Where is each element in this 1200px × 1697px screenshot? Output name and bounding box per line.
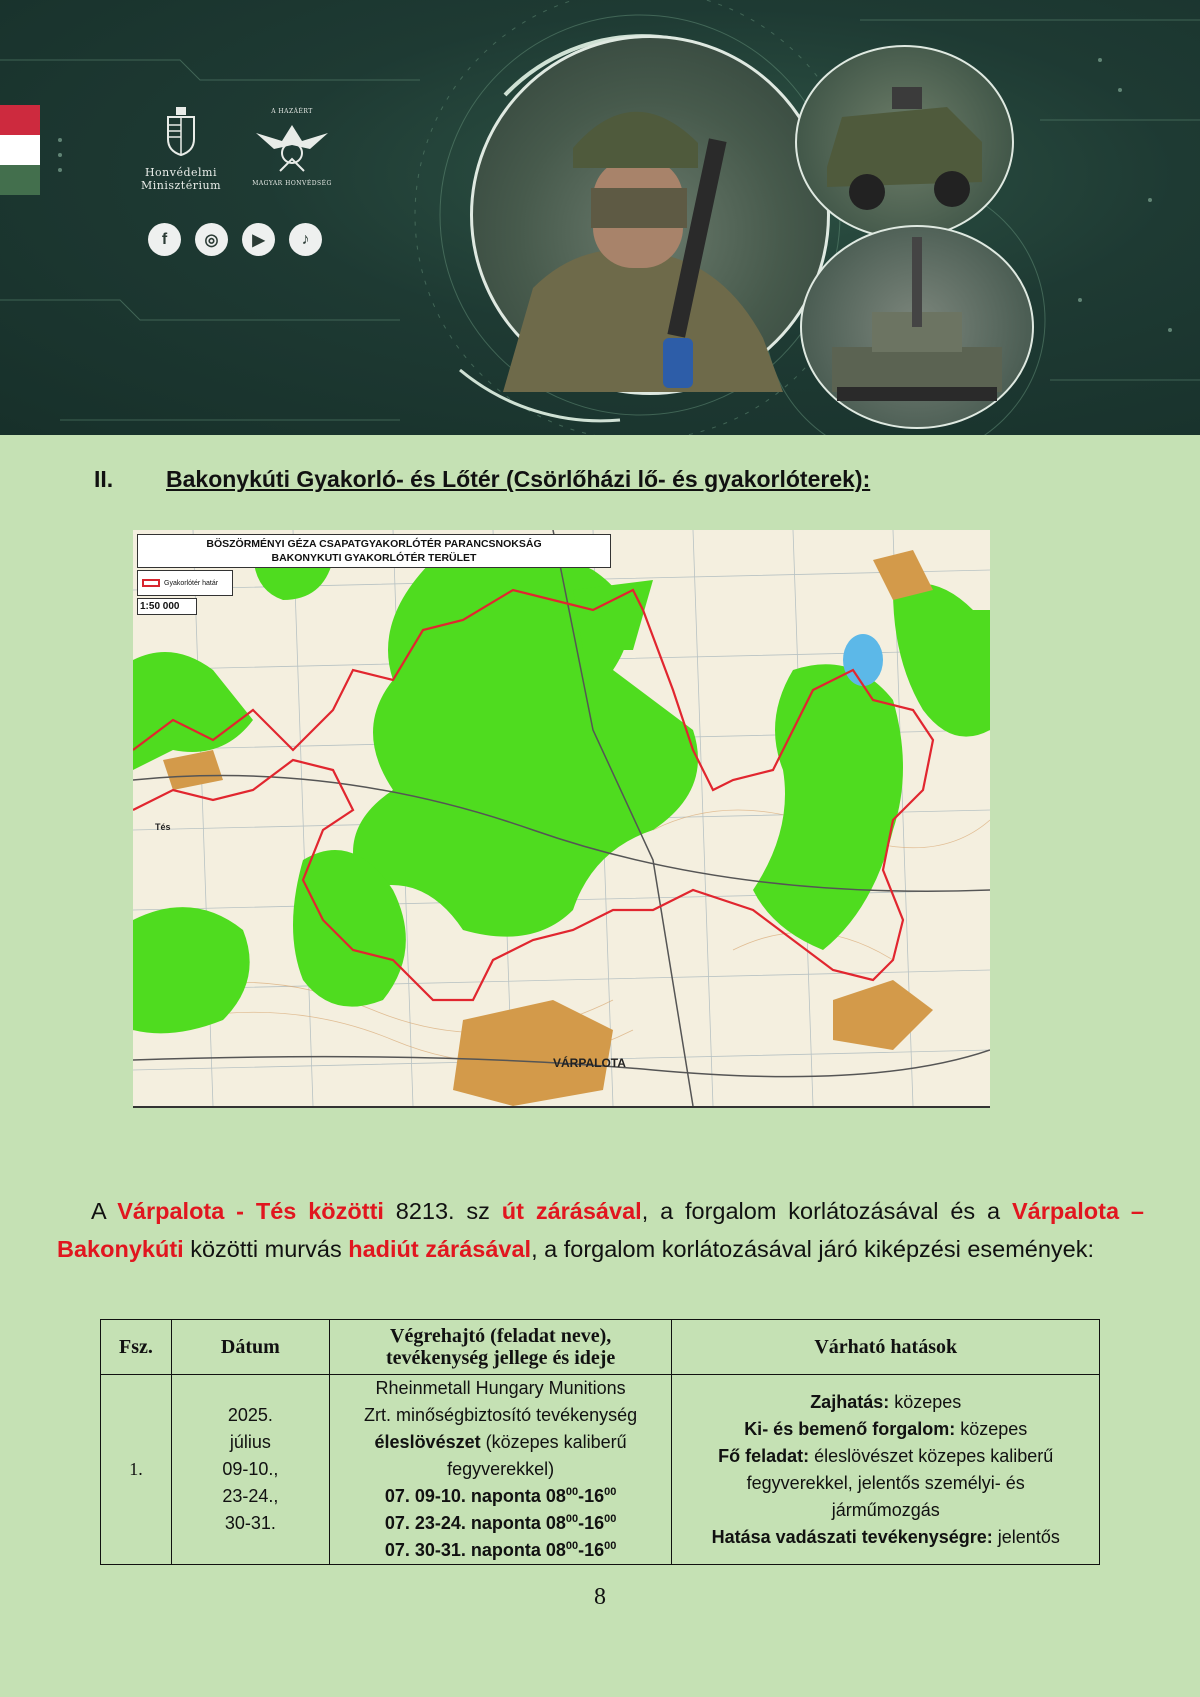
effect-noise: Zajhatás: közepes bbox=[810, 1391, 962, 1412]
section-title: Bakonykúti Gyakorló- és Lőtér (Csörlőházi lő- és gyakorlóterek): bbox=[166, 466, 871, 492]
header-vegrehajto bbox=[329, 1320, 672, 1375]
para-text-3: , a forgalom korlátozásával és a bbox=[641, 1198, 1012, 1224]
header-datum: Dátum bbox=[171, 1320, 329, 1375]
date-line: 2025. bbox=[227, 1405, 273, 1425]
row-executor bbox=[329, 1375, 672, 1565]
exec-activity-detail: (közepes kaliberű bbox=[480, 1432, 627, 1452]
coat-of-arms-icon bbox=[164, 105, 198, 157]
map-graphic bbox=[133, 530, 990, 1106]
header-fsz: Fsz. bbox=[101, 1320, 172, 1375]
town-label-varpalota: VÁRPALOTA bbox=[553, 1056, 626, 1070]
map-legend bbox=[137, 570, 233, 596]
ministry-logo bbox=[136, 105, 226, 192]
section-number: II. bbox=[94, 466, 114, 492]
map-title-line2: BAKONYKUTI GYAKORLÓTÉR TERÜLET bbox=[271, 552, 477, 564]
exec-line: Rheinmetall Hungary Munitions bbox=[375, 1378, 626, 1398]
row-date bbox=[171, 1375, 329, 1565]
effect-traffic: Ki- és bemenő forgalom: közepes bbox=[744, 1418, 1028, 1439]
para-route-1: Várpalota - Tés közötti bbox=[117, 1198, 384, 1224]
legend-boundary-swatch bbox=[142, 579, 160, 587]
date-line: 30-31. bbox=[224, 1513, 276, 1533]
exec-line: Zrt. minőségbiztosító tevékenység bbox=[364, 1405, 638, 1425]
para-text-2: 8213. sz bbox=[383, 1198, 502, 1224]
schedule-line: 07. 09-10. naponta $08^{00}-16^{00}$ bbox=[384, 1486, 617, 1506]
date-line: július bbox=[229, 1432, 271, 1452]
social-links bbox=[148, 223, 322, 256]
exec-line bbox=[334, 1429, 668, 1456]
para-text-5: , a forgalom korlátozásával járó kiképzési események: bbox=[531, 1236, 1095, 1262]
para-closure-1: út zárásával bbox=[501, 1198, 642, 1224]
para-text-4: közötti murvás bbox=[183, 1236, 349, 1262]
effect-main-task-cont: járműmozgás bbox=[831, 1499, 940, 1520]
town-label-tes: Tés bbox=[155, 822, 171, 832]
para-closure-2: hadiút zárásával bbox=[348, 1236, 532, 1262]
defence-forces-logo bbox=[248, 108, 336, 187]
logo-motto: A HAZÁÉRT bbox=[271, 108, 313, 115]
events-table bbox=[100, 1319, 1100, 1565]
effect-main-task-cont: fegyverekkel, jelentős személyi- és bbox=[746, 1472, 1025, 1493]
soldier-illustration bbox=[473, 38, 827, 392]
row-fsz: 1. bbox=[101, 1375, 172, 1565]
table-row bbox=[101, 1375, 1100, 1565]
facebook-icon[interactable]: f bbox=[148, 223, 181, 256]
instagram-icon[interactable]: ◎ bbox=[195, 223, 228, 256]
soldier-photo bbox=[470, 35, 830, 395]
armoured-vehicle-illustration bbox=[797, 47, 1008, 233]
row-effects bbox=[672, 1375, 1100, 1565]
date-line: 23-24., bbox=[222, 1486, 279, 1506]
ministry-name-line2: Minisztérium bbox=[140, 179, 222, 192]
para-route-2: Várpalota – Bakonykúti bbox=[57, 1198, 1144, 1262]
map-scale: 1:50 000 bbox=[137, 598, 197, 615]
lake bbox=[843, 634, 883, 686]
exec-line: fegyverekkel) bbox=[447, 1459, 555, 1479]
schedule-line: 07. 30-31. naponta $08^{00}-16^{00}$ bbox=[384, 1540, 617, 1560]
map-title-line1: BÖSZÖRMÉNYI GÉZA CSAPATGYAKORLÓTÉR PARANCSNOKSÁG bbox=[206, 538, 542, 550]
schedule-line: 07. 23-24. naponta $08^{00}-16^{00}$ bbox=[384, 1513, 617, 1533]
page-number: 8 bbox=[594, 1584, 606, 1610]
table-header-row bbox=[101, 1320, 1100, 1375]
header-vegrehajto-line2: tevékenység jellege és ideje bbox=[385, 1347, 616, 1369]
training-area-map bbox=[133, 530, 990, 1108]
closure-description bbox=[57, 1192, 1144, 1268]
header-hatasok: Várható hatások bbox=[672, 1320, 1100, 1375]
eagle-emblem-icon bbox=[252, 115, 332, 175]
youtube-icon[interactable]: ▶ bbox=[242, 223, 275, 256]
effect-main-task: Fő feladat: éleslövészet közepes kaliberű bbox=[718, 1445, 1054, 1466]
map-title bbox=[137, 534, 611, 568]
header-vegrehajto-line1: Végrehajtó (feladat neve), bbox=[390, 1325, 612, 1347]
howitzer-illustration bbox=[802, 227, 1028, 423]
para-text-1: A bbox=[91, 1198, 118, 1224]
tank-photo bbox=[800, 225, 1034, 429]
date-line: 09-10., bbox=[222, 1459, 279, 1479]
effect-hunting: Hatása vadászati tevékenységre: jelentős bbox=[711, 1526, 1060, 1547]
ministry-name-line1: Honvédelmi bbox=[144, 166, 218, 179]
logo-org-name: MAGYAR HONVÉDSÉG bbox=[252, 180, 332, 187]
tiktok-icon[interactable]: ♪ bbox=[289, 223, 322, 256]
header-banner bbox=[0, 0, 1200, 435]
armoured-vehicle-photo bbox=[795, 45, 1014, 239]
exec-activity: éleslövészet bbox=[374, 1432, 481, 1452]
hungarian-flag bbox=[0, 105, 40, 195]
legend-label: Gyakorlótér határ bbox=[164, 579, 219, 587]
